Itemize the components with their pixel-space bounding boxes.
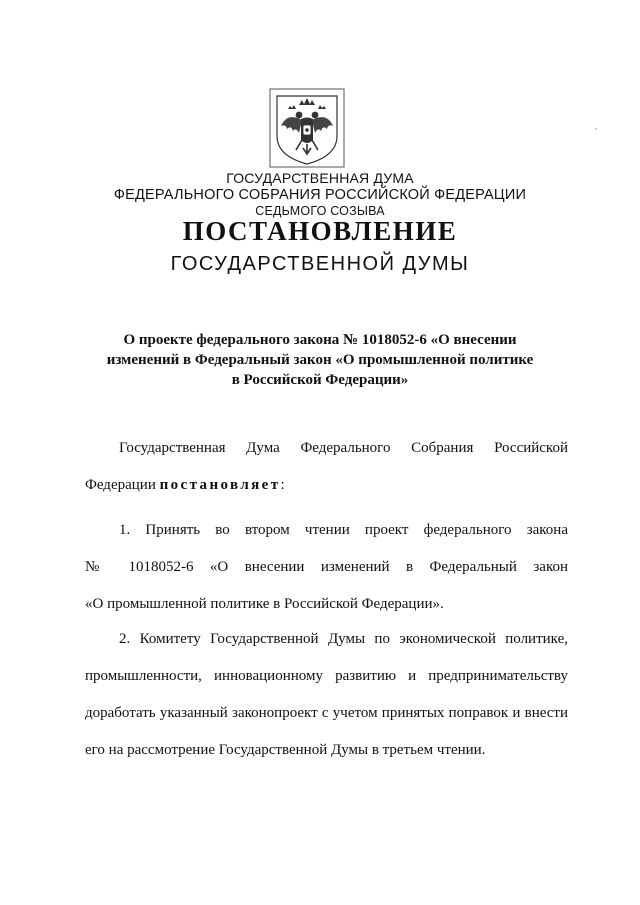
convocation: СЕДЬМОГО СОЗЫВА [255, 204, 385, 218]
coat-of-arms-icon [269, 88, 345, 168]
item-line: его на рассмотрение Государственной Думы в третьем чтении. [85, 742, 486, 758]
intro-line [85, 476, 568, 495]
item-1-paragraph [85, 521, 568, 614]
item-line: 1. Принять во втором чтении проект федерального закона [119, 522, 568, 538]
item-line: 2. Комитету Государственной Думы по экономической политике, [119, 631, 568, 647]
chamber-name: ГОСУДАРСТВЕННАЯ ДУМА [226, 170, 414, 186]
subject-line: изменений в Федеральный закон «О промышленной политике [106, 352, 534, 368]
intro-text: Федерации [85, 477, 160, 493]
scan-speck [595, 128, 597, 130]
item-line: «О промышленной политике в Российской Федерации». [85, 596, 444, 612]
parliament-name: ФЕДЕРАЛЬНОГО СОБРАНИЯ РОССИЙСКОЙ ФЕДЕРАЦИИ [113, 187, 527, 203]
subject-line: в Российской Федерации» [231, 372, 409, 388]
document-title: ПОСТАНОВЛЕНИЕ [182, 216, 458, 246]
document-subtitle: ГОСУДАРСТВЕННОЙ ДУМЫ [170, 253, 470, 275]
subject-line: О проекте федерального закона № 1018052-6 «О внесении [123, 332, 517, 348]
item-line: № 1018052-6 «О внесении изменений в Федеральный закон [85, 559, 568, 575]
intro-line: Государственная Дума Федерального Собрания Российской [119, 440, 568, 456]
intro-colon: : [280, 477, 285, 493]
item-line: промышленности, инновационному развитию и предпринимательству [85, 668, 568, 684]
intro-paragraph [85, 439, 568, 495]
item-2-paragraph [85, 630, 568, 760]
item-line: доработать указанный законопроект с учетом принятых поправок и внести [85, 705, 568, 721]
resolution-subject [90, 330, 550, 390]
resolves-word: постановляет [159, 477, 281, 493]
